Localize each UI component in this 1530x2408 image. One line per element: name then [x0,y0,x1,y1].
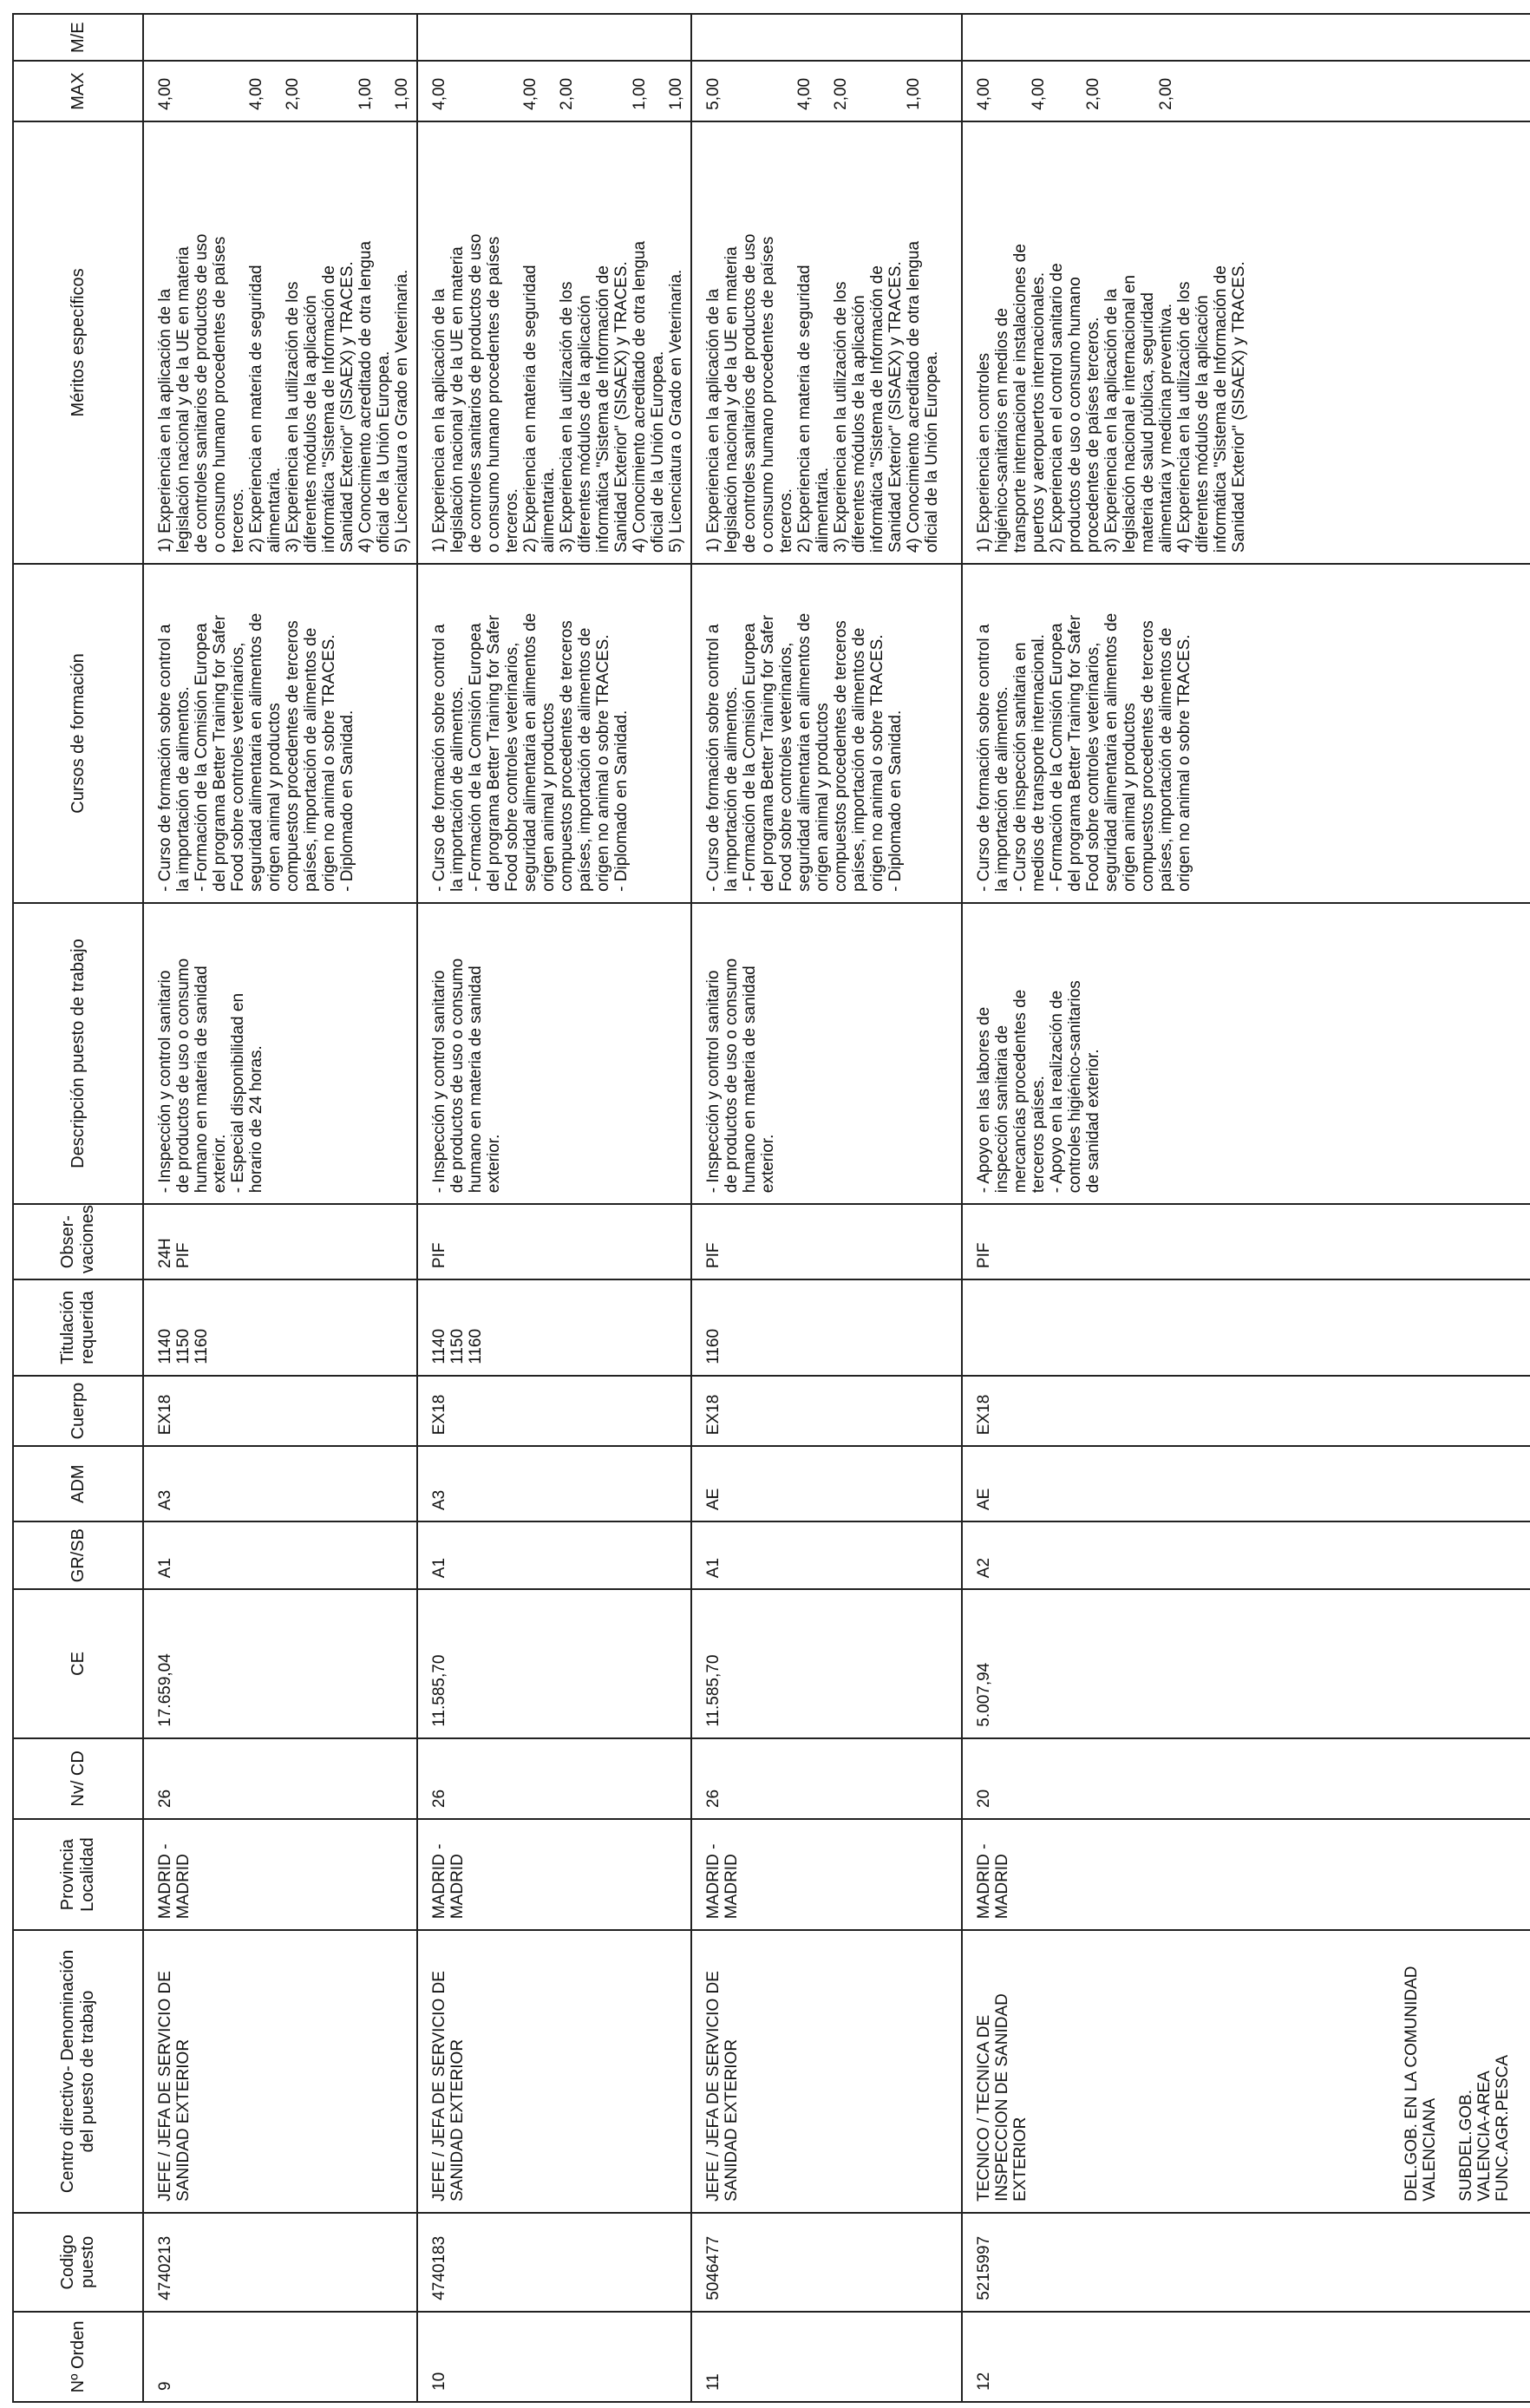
cell-ce: 5.007,94 [962,1589,1530,1738]
cell-me [691,14,962,61]
section-subdelegacion: SUBDEL.GOB. VALENCIA-AREA FUNC.AGR.PESCA [1457,2054,1512,2202]
cell-observaciones: PIF [691,1204,962,1279]
cell-codigo: 5215997 [962,2213,1530,2312]
header-meritos: Méritos específicos [13,121,143,564]
header-max: MAX [13,61,143,121]
cell-cuerpo: EX18 [691,1376,962,1446]
cell-provincia: MADRID - MADRID [962,1819,1530,1930]
cell-codigo: 5046477 [691,2213,962,2312]
cell-cursos: - Curso de formación sobre control a la importación de alimentos. - Formación de la Comisión Europea del programa Better Training for Safer Food sobre controles veterinarios, seguridad alimentaria en alimentos de origen animal y productos compuestos procedentes de terceros países, importación de alimentos de origen no animal o sobre TRACES. - Diplomado en Sanidad. [417,564,691,903]
cell-cursos: - Curso de formación sobre control a la importación de alimentos. - Curso de inspección sanitaria en medios de transporte internacional. - Formación de la Comisión Europea del programa Better Training for Safer Food sobre controles veterinarios, seguridad alimentaria en alimentos de origen animal y productos compuestos procedentes de terceros países, importación de alimentos de origen no animal o sobre TRACES. [962,564,1530,903]
cell-cuerpo: EX18 [417,1376,691,1446]
cell-provincia: MADRID - MADRID [691,1819,962,1930]
header-descripcion: Descripción puesto de trabajo [13,903,143,1204]
cell-orden: 10 [417,2312,691,2402]
cell-cursos: - Curso de formación sobre control a la importación de alimentos. - Formación de la Comisión Europea del programa Better Training for Safer Food sobre controles veterinarios, seguridad alimentaria en alimentos de origen animal y productos compuestos procedentes de terceros países, importación de alimentos de origen no animal o sobre TRACES. - Diplomado en Sanidad. [691,564,962,903]
cell-titulacion: 1140 1150 1160 [143,1279,417,1376]
cell-grsb: A1 [691,1521,962,1589]
cell-descripcion: - Inspección y control sanitario de productos de uso o consumo humano en materia de sanidad exterior. - Especial disponibilidad en horario de 24 horas. [143,903,417,1204]
cell-nivel: 26 [417,1738,691,1819]
header-nivel: Nv/ CD [13,1738,143,1819]
section-delegacion: DEL.GOB. EN LA COMUNIDAD VALENCIANA [1402,1966,1439,2202]
header-centro: Centro directivo- Denominación del puesto de trabajo [13,1930,143,2213]
cell-max: 5,00 4,00 2,00 1,00 [691,61,962,121]
header-provincia: Provincia Localidad [13,1819,143,1930]
cell-centro: JEFE / JEFA DE SERVICIO DE SANIDAD EXTERIOR [143,1930,417,2213]
cell-adm: AE [962,1446,1530,1521]
cell-descripcion: - Apoyo en las labores de inspección sanitaria de mercancías procedentes de terceros países. - Apoyo en la realización de controles higiénico-sanitarios de sanidad exterior. [962,903,1530,1204]
cell-meritos: 1) Experiencia en la aplicación de la legislación nacional y de la UE en materia de controles sanitarios de productos de uso o consumo humano procedentes de países terceros. 2) Experiencia en materia de seguridad alimentaria. 3) Experiencia en la utilización de los diferentes módulos de la aplicación informática "Sistema de Información de Sanidad Exterior" (SISAEX) y TRACES. 4) Conocimiento acreditado de otra lengua oficial de la Unión Europea. 5) Licenciatura o Grado en Veterinaria. [143,121,417,564]
cell-cuerpo: EX18 [143,1376,417,1446]
cell-descripcion: - Inspección y control sanitario de productos de uso o consumo humano en materia de sanidad exterior. [691,903,962,1204]
cell-descripcion: - Inspección y control sanitario de productos de uso o consumo humano en materia de sanidad exterior. [417,903,691,1204]
cell-orden: 12 [962,2312,1530,2402]
cell-orden: 11 [691,2312,962,2402]
cell-max: 4,00 4,00 2,00 1,00 1,00 [143,61,417,121]
header-cuerpo: Cuerpo [13,1376,143,1446]
cell-meritos: 1) Experiencia en la aplicación de la legislación nacional y de la UE en materia de controles sanitarios de productos de uso o consumo humano procedentes de países terceros. 2) Experiencia en materia de seguridad alimentaria. 3) Experiencia en la utilización de los diferentes módulos de la aplicación informática "Sistema de Información de Sanidad Exterior" (SISAEX) y TRACES. 4) Conocimiento acreditado de otra lengua oficial de la Unión Europea. 5) Licenciatura o Grado en Veterinaria. [417,121,691,564]
header-observaciones: Obser- vaciones [13,1204,143,1279]
cell-centro: JEFE / JEFA DE SERVICIO DE SANIDAD EXTERIOR [691,1930,962,2213]
header-titulacion: Titulación requerida [13,1279,143,1376]
cell-nivel: 20 [962,1738,1530,1819]
cell-titulacion [962,1279,1530,1376]
cell-grsb: A1 [417,1521,691,1589]
header-codigo: Codigo puesto [13,2213,143,2312]
cell-centro: TECNICO / TECNICA DE INSPECCION DE SANIDAD EXTERIOR DEL.GOB. EN LA COMUNIDAD VALENCIANA SUBDEL.GOB. VALENCIA-AREA FUNC.AGR.PESCA [962,1930,1530,2213]
header-ce: CE [13,1589,143,1738]
header-adm: ADM [13,1446,143,1521]
cell-observaciones: 24H PIF [143,1204,417,1279]
header-row [13,14,143,2402]
cell-codigo: 4740213 [143,2213,417,2312]
cell-max: 4,00 4,00 2,00 2,00 [962,61,1530,121]
table-row [417,14,691,2402]
cell-max: 4,00 4,00 2,00 1,00 1,00 [417,61,691,121]
cell-me [417,14,691,61]
cell-cuerpo: EX18 [962,1376,1530,1446]
header-grsb: GR/SB [13,1521,143,1589]
cell-grsb: A2 [962,1521,1530,1589]
table-row [143,14,417,2402]
cell-me [143,14,417,61]
cell-ce: 11.585,70 [417,1589,691,1738]
cell-observaciones: PIF [962,1204,1530,1279]
header-me: M/E [13,14,143,61]
cell-ce: 17.659,04 [143,1589,417,1738]
cell-centro: JEFE / JEFA DE SERVICIO DE SANIDAD EXTERIOR [417,1930,691,2213]
cell-cursos: - Curso de formación sobre control a la importación de alimentos. - Formación de la Comisión Europea del programa Better Training for Safer Food sobre controles veterinarios, seguridad alimentaria en alimentos de origen animal y productos compuestos procedentes de terceros países, importación de alimentos de origen no animal o sobre TRACES. - Diplomado en Sanidad. [143,564,417,903]
cell-codigo: 4740183 [417,2213,691,2312]
cell-adm: AE [691,1446,962,1521]
header-orden: Nº Orden [13,2312,143,2402]
cell-orden: 9 [143,2312,417,2402]
cell-grsb: A1 [143,1521,417,1589]
cell-adm: A3 [417,1446,691,1521]
cell-nivel: 26 [691,1738,962,1819]
cell-adm: A3 [143,1446,417,1521]
cell-nivel: 26 [143,1738,417,1819]
job-positions-table [12,13,1530,2403]
cell-observaciones: PIF [417,1204,691,1279]
header-cursos: Cursos de formación [13,564,143,903]
cell-titulacion: 1160 [691,1279,962,1376]
table-row [962,14,1530,2402]
cell-meritos: 1) Experiencia en la aplicación de la legislación nacional y de la UE en materia de controles sanitarios de productos de uso o consumo humano procedentes de países terceros. 2) Experiencia en materia de seguridad alimentaria. 3) Experiencia en la utilización de los diferentes módulos de la aplicación informática "Sistema de Información de Sanidad Exterior" (SISAEX) y TRACES. 4) Conocimiento acreditado de otra lengua oficial de la Unión Europea. [691,121,962,564]
table-row [691,14,962,2402]
cell-provincia: MADRID - MADRID [417,1819,691,1930]
cell-meritos: 1) Experiencia en controles higiénico-sanitarios en medios de transporte internacional e instalaciones de puertos y aeropuertos internacionales. 2) Experiencia en el control sanitario de productos de uso o consumo humano procedentes de países terceros. 3) Experiencia en la aplicación de la legislación nacional e internacional en materia de salud pública, seguridad alimentaria y medicina preventiva. 4) Experiencia en la utilización de los diferentes módulos de la aplicación informática "Sistema de Información de Sanidad Exterior" (SISAEX) y TRACES. [962,121,1530,564]
cell-provincia: MADRID - MADRID [143,1819,417,1930]
cell-me [962,14,1530,61]
cell-ce: 11.585,70 [691,1589,962,1738]
cell-titulacion: 1140 1150 1160 [417,1279,691,1376]
